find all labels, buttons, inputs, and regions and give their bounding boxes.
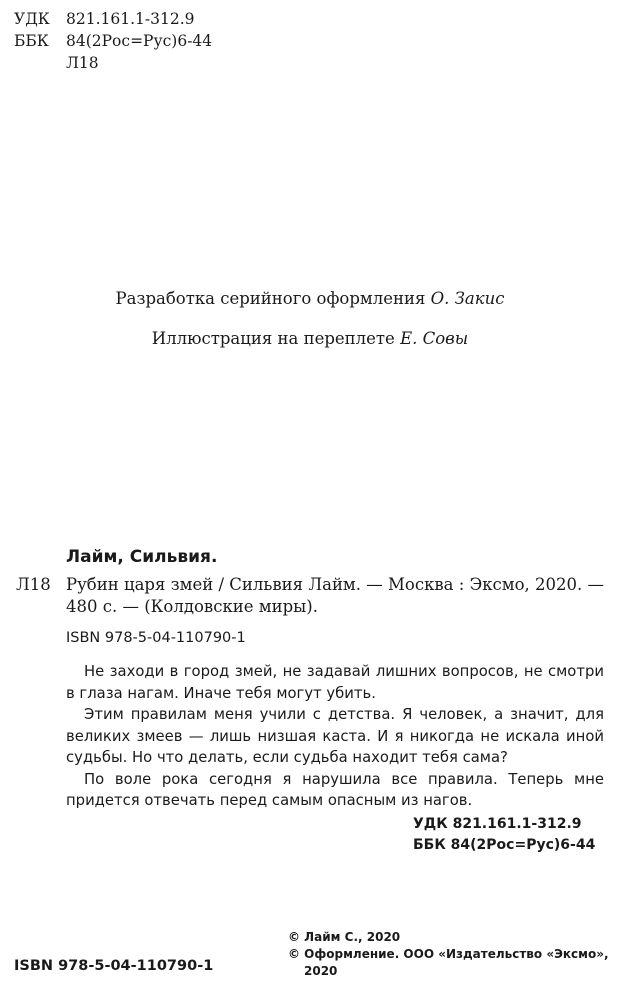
udk-line xyxy=(14,8,212,30)
illustration-credit-name: Е. Совы xyxy=(400,329,469,348)
illustration-credit-text: Иллюстрация на переплете xyxy=(151,329,395,348)
author-mark-line xyxy=(14,52,212,74)
udk-value: 821.161.1-312.9 xyxy=(66,10,195,28)
design-credit xyxy=(0,289,620,308)
annotation xyxy=(66,661,604,812)
illustration-credit xyxy=(0,329,620,348)
annotation-paragraph: Этим правилам меня учили с детства. Я человек, а значит, для великих змеев — лишь низшая каста. И я никогда не искала иной судьбы. Но что делать, если судьба находит тебя сама? xyxy=(66,706,604,766)
udk-bottom: УДК 821.161.1-312.9 xyxy=(413,816,582,832)
design-credit-text: Разработка серийного оформления xyxy=(115,289,426,308)
annotation-paragraph: Не заходи в город змей, не задавай лишних вопросов, не смотри в глаза нагам. Иначе тебя могут убить. xyxy=(66,663,604,702)
copyright-design: © Оформление. ООО «Издательство «Эксмо», xyxy=(288,947,609,961)
udk-label: УДК xyxy=(14,10,50,28)
bbk-label: ББК xyxy=(14,32,49,50)
bibliographic-description: Рубин царя змей / Сильвия Лайм. — Москва : Эксмо, 2020. — 480 с. — (Колдовские миры). xyxy=(66,575,604,616)
copyright-block xyxy=(288,929,609,980)
isbn-footer: ISBN 978-5-04-110790-1 xyxy=(14,958,214,974)
design-credit-name: О. Закис xyxy=(430,289,505,308)
classification-top xyxy=(14,8,212,74)
annotation-paragraph: По воле рока сегодня я нарушила все правила. Теперь мне придется отвечать перед самым опасным из нагов. xyxy=(66,770,604,809)
classification-bottom xyxy=(413,814,595,856)
bbk-bottom: ББК 84(2Рос=Рус)6-44 xyxy=(413,837,596,853)
author-mark-top: Л18 xyxy=(66,54,99,72)
copyright-design-year: 2020 xyxy=(304,964,338,978)
copyright-author: © Лайм С., 2020 xyxy=(288,930,401,944)
bbk-value: 84(2Рос=Рус)6-44 xyxy=(66,32,213,50)
isbn-record: ISBN 978-5-04-110790-1 xyxy=(66,630,246,646)
author-mark-margin: Л18 xyxy=(16,575,51,594)
author-heading: Лайм, Сильвия. xyxy=(66,547,218,567)
bbk-line xyxy=(14,30,212,52)
